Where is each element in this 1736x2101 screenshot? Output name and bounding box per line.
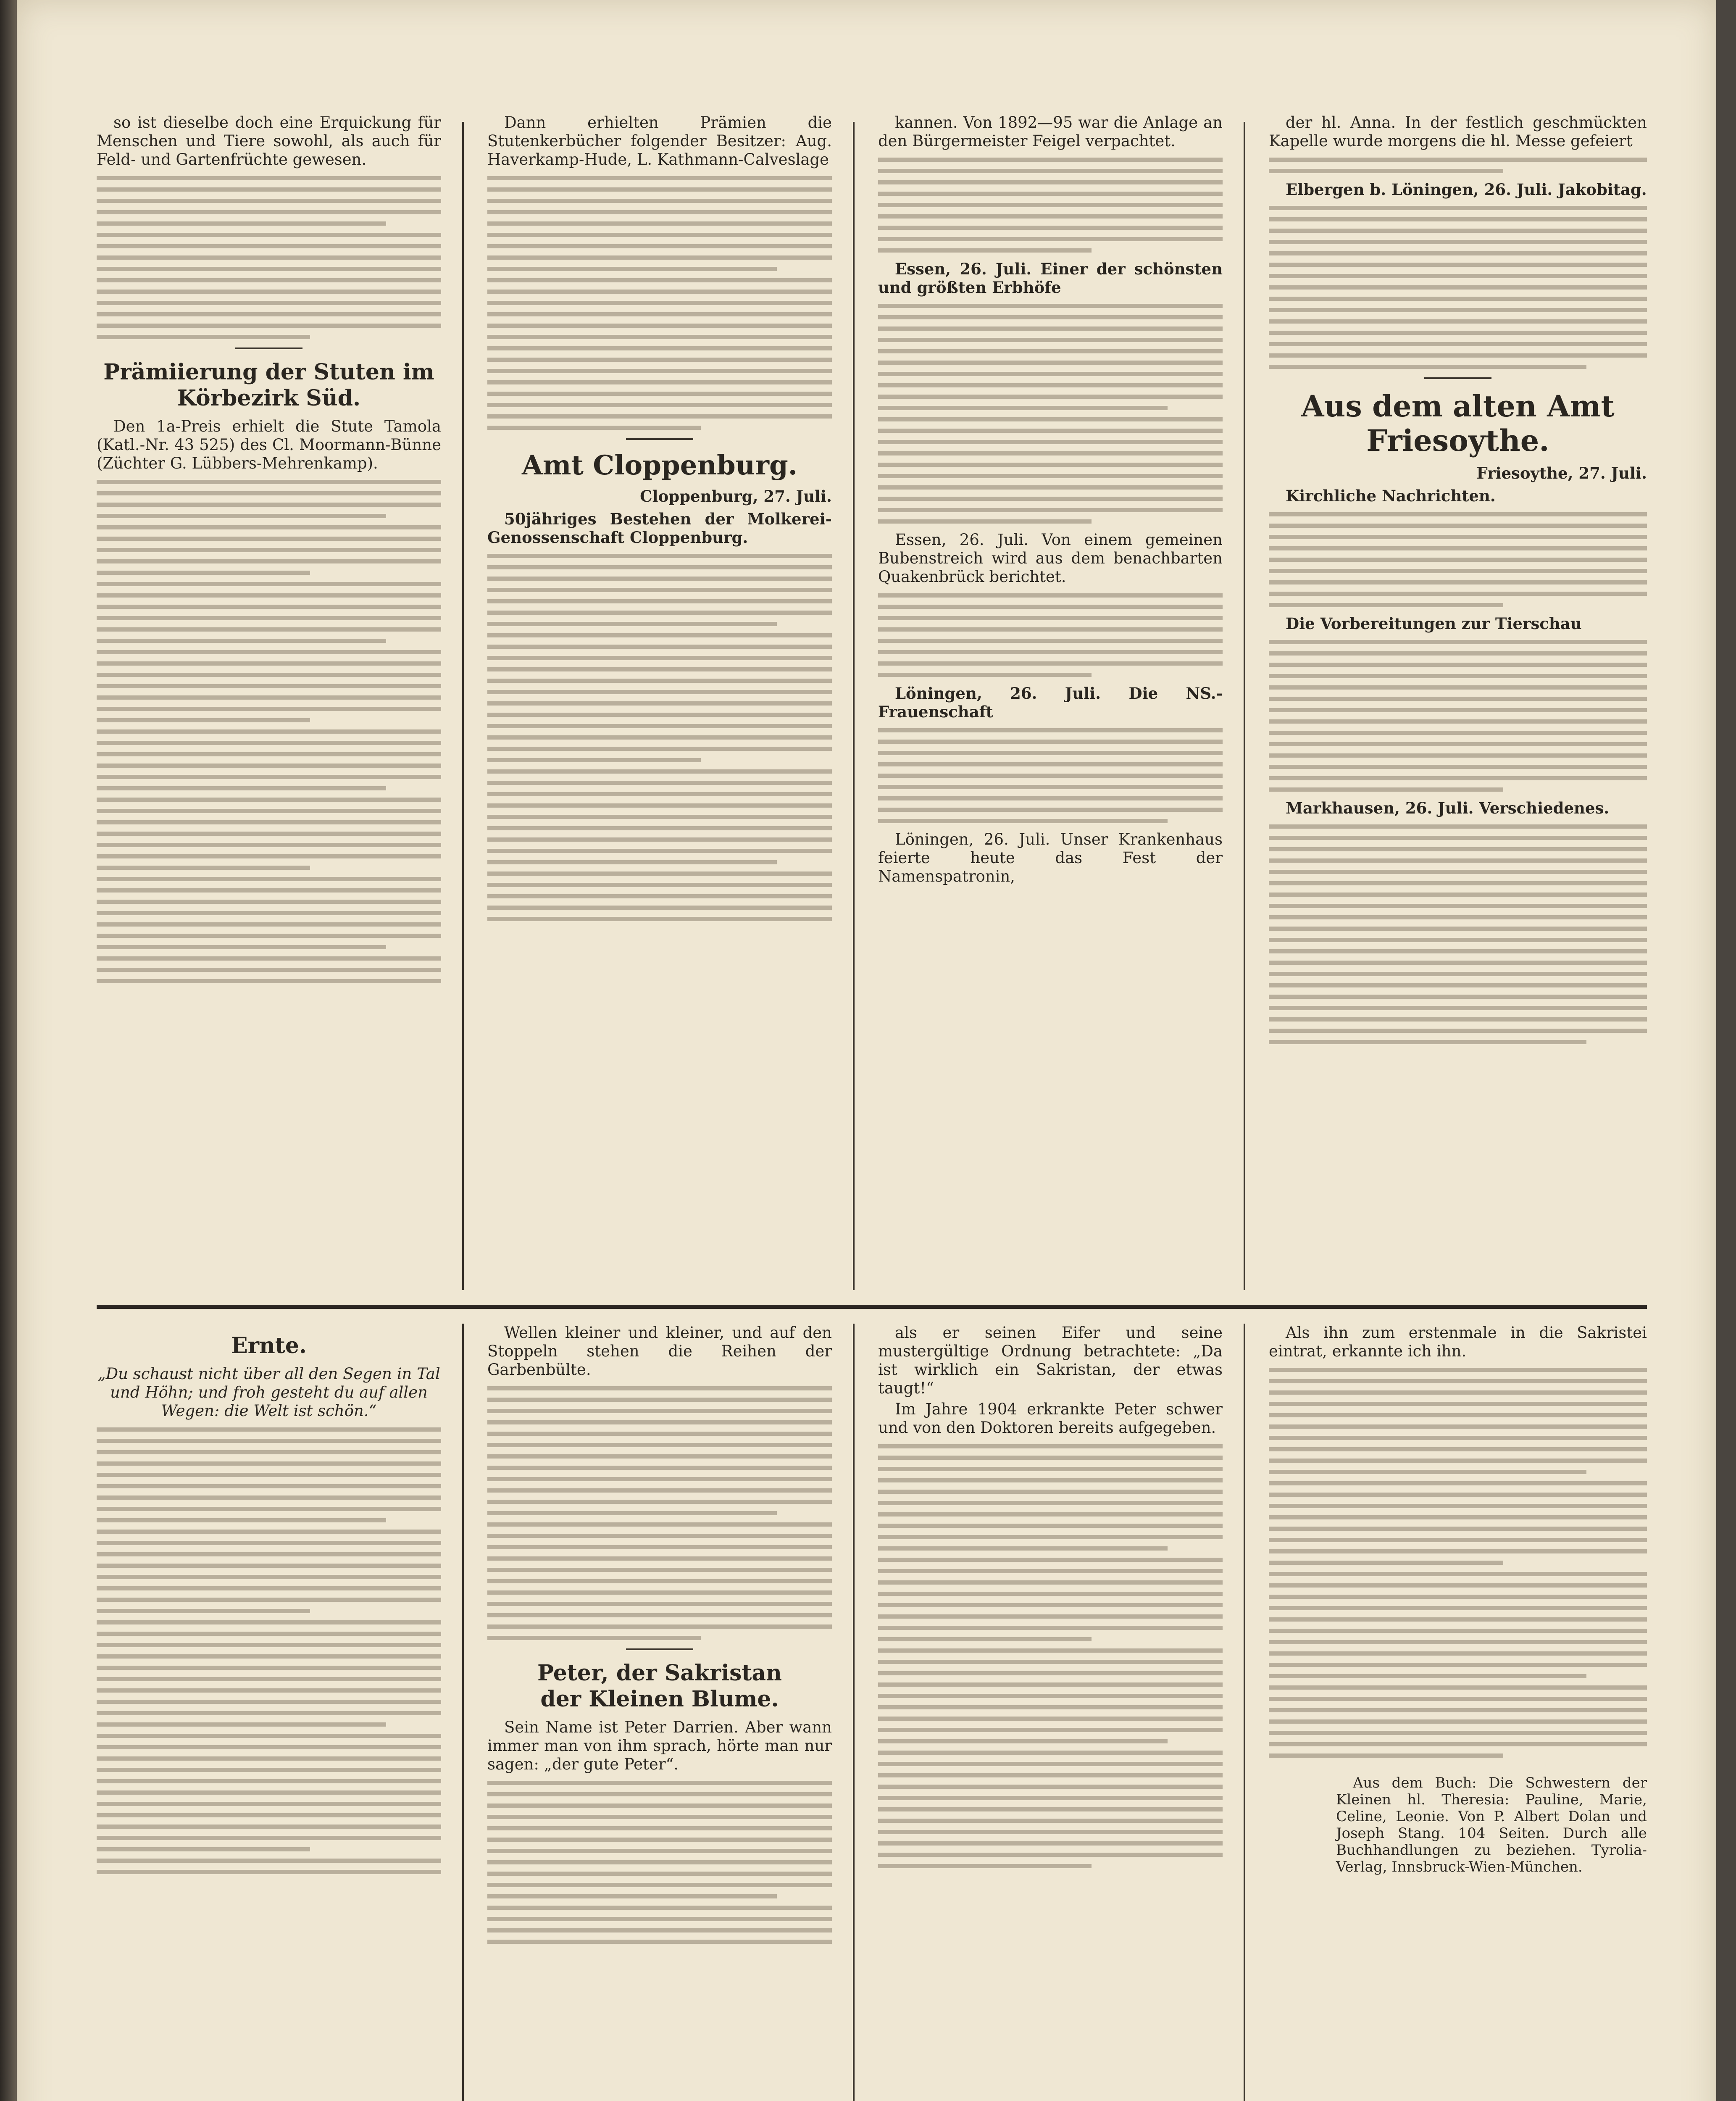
text-lines <box>878 728 1223 823</box>
separator-rule <box>626 1648 693 1650</box>
column-7-top-text: als er seinen Eifer und seine mustergültige Ordnung betrachtete: „Da ist wirklich ein Sakristan, der etwas taugt!“ <box>878 1324 1223 1397</box>
text-lines <box>1269 824 1647 1044</box>
separator-rule <box>626 438 693 440</box>
separator-rule <box>1424 377 1491 379</box>
heading-peter-line-1: Peter, der Sakristan <box>537 1660 782 1686</box>
text-lines <box>1269 158 1647 173</box>
story-markhausen: Markhausen, 26. Juli. Verschiedenes. <box>1286 799 1610 817</box>
column-7-para: Im Jahre 1904 erkrankte Peter schwer und von den Doktoren bereits aufgegeben. <box>878 1400 1223 1437</box>
column-2 <box>487 113 832 1298</box>
story-frauenschaft: Löningen, 26. Juli. Die NS.-Frauenschaft <box>878 684 1223 721</box>
text-lines <box>487 1781 832 1944</box>
text-lines <box>878 304 1223 524</box>
text-lines <box>1269 640 1647 792</box>
column-rule <box>1244 1324 1245 2101</box>
text-lines <box>878 158 1223 253</box>
book-source-note: Aus dem Buch: Die Schwestern der Kleinen hl. Theresia: Pauline, Marie, Celine, Leonie. Von P. Albert Dolan und Joseph Stang. 104 Seiten. Durch alle Buchhandlungen zu beziehen. Tyrolia-Verlag, Innsbruck-Wien-München. <box>1336 1775 1647 1875</box>
text-lines <box>1269 512 1647 607</box>
column-1-top-text: so ist dieselbe doch eine Erquickung für Menschen und Tiere sowohl, als auch für Feld- und Gartenfrüchte gewesen. <box>97 113 441 169</box>
story-bubenstreich: Essen, 26. Juli. Von einem gemeinen Bubenstreich wird aus dem benachbarten Quakenbrück berichtet. <box>878 531 1223 586</box>
praemiierung-intro: Den 1a-Preis erhielt die Stute Tamola (Katl.-Nr. 43 525) des Cl. Moormann-Bünne (Züchter G. Lübbers-Mehrenkamp). <box>97 417 441 472</box>
story-molkerei: 50jähriges Bestehen der Molkerei-Genossenschaft Cloppenburg. <box>487 510 832 547</box>
column-rule <box>853 1324 855 2101</box>
column-6-top-text: Wellen kleiner und kleiner, und auf den Stoppeln stehen die Reihen der Garbenbülte. <box>487 1324 832 1379</box>
column-8-top-text: Als ihn zum erstenmale in die Sakristei eintrat, erkannte ich ihn. <box>1269 1324 1647 1360</box>
column-6 <box>487 1324 832 2101</box>
text-lines <box>97 1427 441 1874</box>
text-lines <box>1269 206 1647 369</box>
column-3 <box>878 113 1223 1298</box>
column-7 <box>878 1324 1223 2101</box>
story-erbhof: Essen, 26. Juli. Einer der schönsten und größten Erbhöfe <box>878 260 1223 297</box>
column-4-top-text: der hl. Anna. In der festlich geschmückten Kapelle wurde morgens die hl. Messe gefeiert <box>1269 113 1647 150</box>
column-2-top-text: Dann erhielten Prämien die Stutenkerbücher folgender Besitzer: Aug. Haverkamp-Hude, L. Kathmann-Calveslage <box>487 113 832 169</box>
column-rule <box>462 1324 464 2101</box>
story-kirchliche-nachrichten: Kirchliche Nachrichten. <box>1286 487 1496 505</box>
column-rule <box>853 122 855 1290</box>
column-rule <box>1244 122 1245 1290</box>
separator-rule <box>235 348 302 349</box>
ernte-poem: „Du schaust nicht über all den Segen in Tal und Höhn; und froh gesteht du auf allen Wegen: die Welt ist schön.“ <box>97 1365 440 1420</box>
section-divider <box>97 1305 1647 1309</box>
text-lines <box>878 1444 1223 1868</box>
heading-praemiierung: Prämiierung der Stuten im Körbezirk Süd. <box>103 359 434 411</box>
column-8 <box>1269 1324 1647 2101</box>
story-tierschau: Die Vorbereitungen zur Tierschau <box>1286 614 1582 633</box>
text-lines <box>1269 1368 1647 1758</box>
dateline-friesoythe: Friesoythe, 27. Juli. <box>1476 464 1647 482</box>
story-elbergen: Elbergen b. Löningen, 26. Juli. Jakobitag. <box>1286 180 1647 199</box>
text-lines <box>487 1386 832 1640</box>
heading-ernte: Ernte. <box>231 1333 307 1359</box>
text-lines <box>878 593 1223 677</box>
text-lines <box>487 176 832 430</box>
newspaper-page <box>17 0 1716 2101</box>
column-rule <box>462 122 464 1290</box>
text-lines <box>487 554 832 921</box>
heading-peter-line-2: der Kleinen Blume. <box>540 1686 779 1712</box>
dateline-cloppenburg: Cloppenburg, 27. Juli. <box>640 487 832 506</box>
text-lines <box>97 480 441 983</box>
column-3-top-text: kannen. Von 1892—95 war die Anlage an den Bürgermeister Feigel verpachtet. <box>878 113 1223 150</box>
peter-intro: Sein Name ist Peter Darrien. Aber wann immer man von ihm sprach, hörte man nur sagen: „der gute Peter“. <box>487 1718 832 1773</box>
column-4 <box>1269 113 1647 1298</box>
story-krankenhaus: Löningen, 26. Juli. Unser Krankenhaus feierte heute das Fest der Namenspatronin, <box>878 830 1223 885</box>
book-binding-edge <box>0 0 17 2101</box>
heading-amt-cloppenburg: Amt Cloppenburg. <box>522 450 797 481</box>
column-1 <box>97 113 441 1298</box>
column-5 <box>97 1324 441 2101</box>
text-lines <box>97 176 441 339</box>
heading-amt-friesoythe: Aus dem alten Amt Friesoythe. <box>1301 389 1615 458</box>
